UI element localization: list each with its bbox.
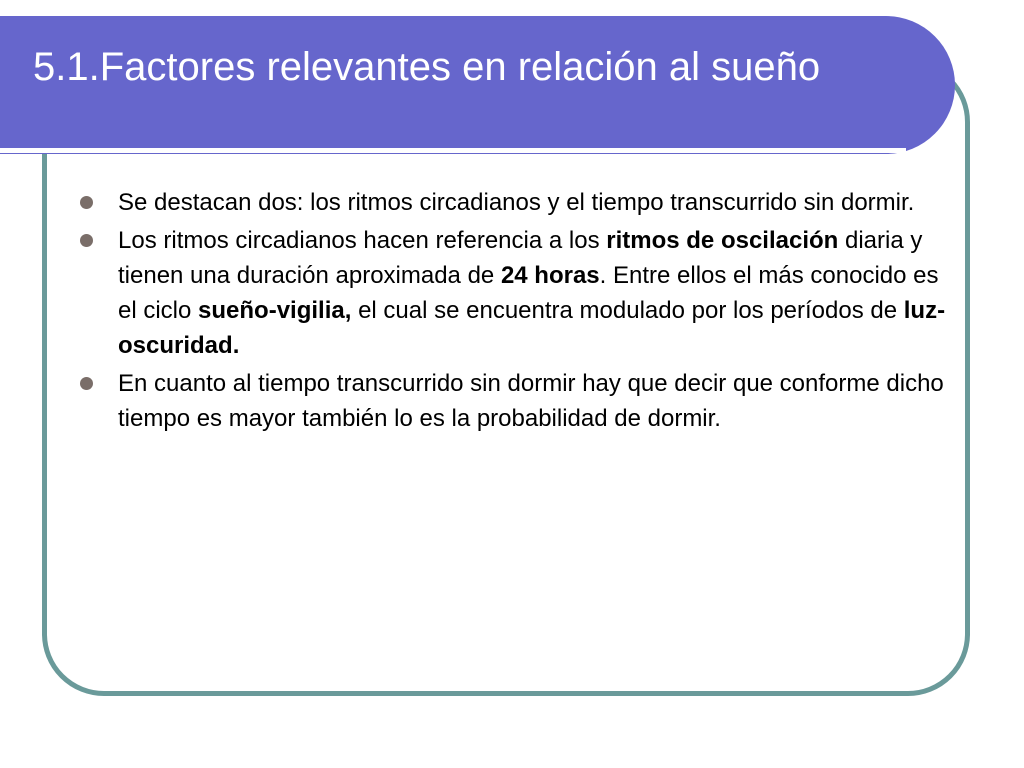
bullet-item — [80, 185, 960, 220]
bullet-text — [118, 189, 914, 216]
bullet-item — [80, 366, 960, 436]
bullet-item — [80, 223, 960, 363]
bullet-text — [118, 227, 945, 359]
title-bar — [0, 16, 955, 154]
slide-title: 5.1.Factores relevantes en relación al sueño — [33, 45, 821, 89]
bullet-emphasis: ritmos de oscilación — [606, 227, 839, 254]
bullet-dot-icon — [80, 196, 93, 209]
bullet-segment: el cual se encuentra modulado por los períodos de — [351, 297, 904, 324]
bullet-segment: Los ritmos circadianos hacen referencia a los — [118, 227, 607, 254]
bullet-emphasis: 24 horas — [500, 262, 600, 289]
bullet-segment: diaria y tienen una duración aproximada de — [118, 227, 923, 289]
bullet-segment: . Entre ellos el más conocido es el ciclo — [118, 262, 939, 324]
bullet-segment: Se destacan dos: los ritmos circadianos y el tiempo transcurrido sin dormir. — [118, 189, 915, 216]
title-underline — [0, 148, 906, 153]
bullet-emphasis: luz-oscuridad. — [118, 297, 946, 359]
bullet-list — [80, 185, 960, 439]
bullet-text — [118, 370, 944, 432]
bullet-dot-icon — [80, 234, 93, 247]
bullet-dot-icon — [80, 377, 93, 390]
bullet-segment: En cuanto al tiempo transcurrido sin dormir hay que decir que conforme dicho tiempo es mayor también lo es la probabilidad de dormir. — [118, 370, 944, 432]
bullet-emphasis: sueño-vigilia, — [198, 297, 352, 324]
